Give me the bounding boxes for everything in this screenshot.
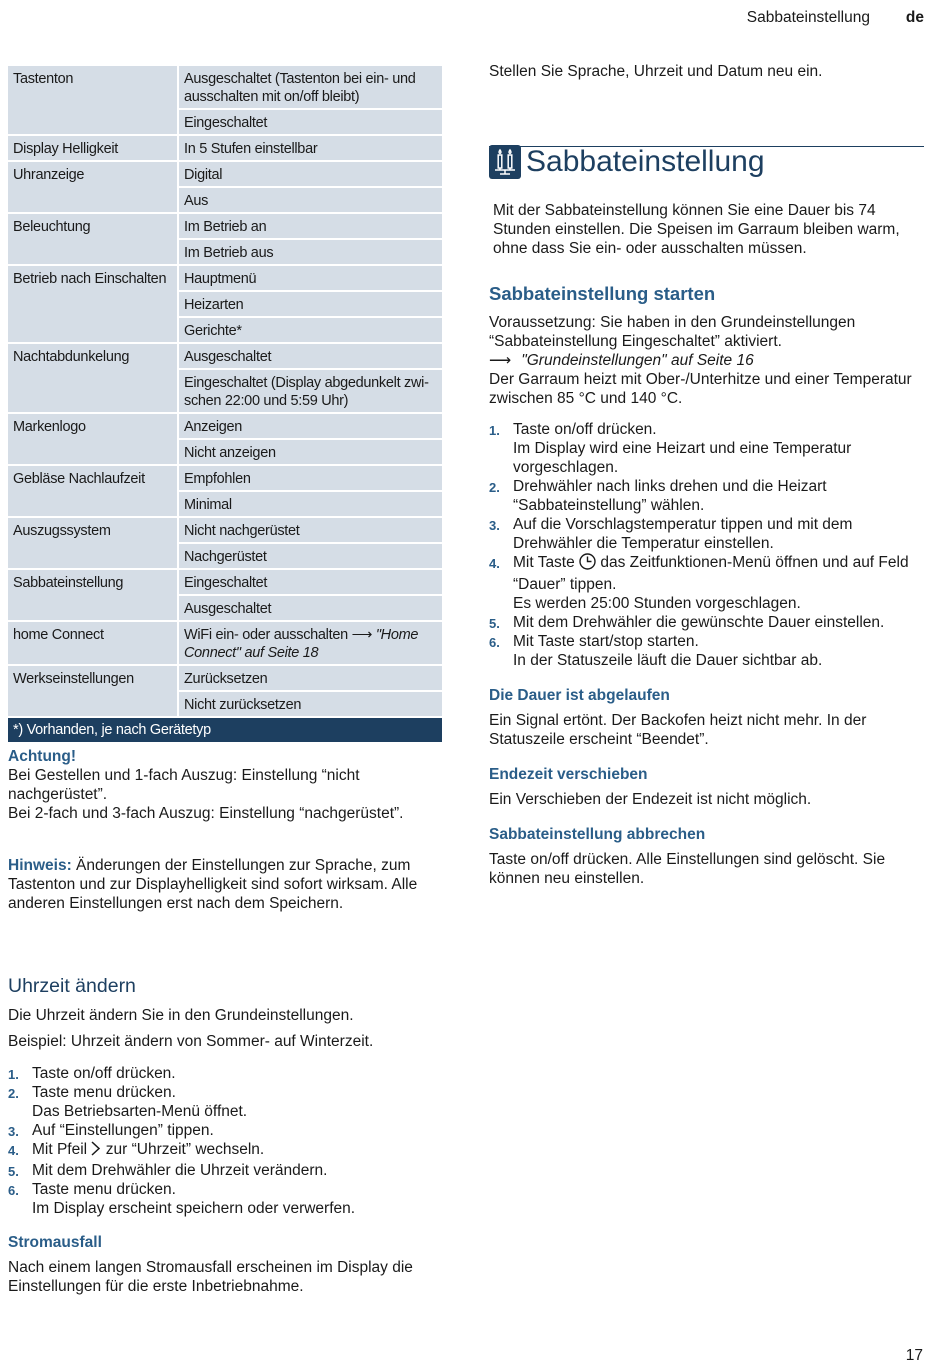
setting-label: Betrieb nach Einschalten <box>8 264 177 290</box>
paragraph: Beispiel: Uhrzeit ändern von Sommer- auf Winterzeit. <box>8 1033 374 1050</box>
table-row <box>8 542 442 568</box>
setting-value: Ausgeschaltet <box>177 594 442 620</box>
setting-value-text: WiFi ein- oder ausschalten <box>184 627 348 643</box>
setting-label: Uhranzeige <box>8 160 177 186</box>
setting-value: Im Betrieb an <box>177 212 442 238</box>
achtung-line: Bei Gestellen und 1-fach Auszug: Einstellung “nicht nachgerüstet”. <box>8 767 360 803</box>
setting-value: Eingeschaltet (Display abgedunkelt zwi-schen 22:00 und 5:59 Uhr) <box>177 368 442 412</box>
list-item: 2. Drehwähler nach links drehen und die Heizart “Sabbateinstellung” wählen. <box>489 478 827 514</box>
table-row <box>8 186 442 212</box>
paragraph: Der Garraum heizt mit Ober-/Unterhitze und einer Temperatur zwischen 85 °C und 140 °C. <box>489 371 912 407</box>
section-title: Sabbateinstellung <box>526 145 765 178</box>
table-row <box>8 66 442 108</box>
list-item: 1. Taste on/off drücken. <box>8 1065 176 1082</box>
paragraph: Ein Verschieben der Endezeit ist nicht möglich. <box>489 791 812 808</box>
uhrzeit-section <box>8 974 448 1296</box>
setting-value: Zurücksetzen <box>177 664 442 690</box>
setting-value: Anzeigen <box>177 412 442 438</box>
setting-label: Nachtabdunkelung <box>8 342 177 368</box>
table-row <box>8 290 442 316</box>
hinweis-text: Änderungen der Einstellungen zur Sprache, zum Tastenton und zur Displayhelligkeit sind sofort wirksam. Alle anderen Einstellungen erst nach dem Speichern. <box>8 857 418 912</box>
settings-table <box>8 66 442 742</box>
setting-value: Empfohlen <box>177 464 442 490</box>
setting-label: Display Helligkeit <box>8 134 177 160</box>
paragraph: Mit der Sabbateinstellung können Sie eine Dauer bis 74 Stunden einstellen. Die Speisen im Garraum bleiben warm, ohne dass Sie ein- oder ausschalten müssen. <box>493 202 900 257</box>
setting-value: Nicht anzeigen <box>177 438 442 464</box>
subsection-heading: Stromausfall <box>8 1234 102 1251</box>
setting-label: Auszugssystem <box>8 516 177 542</box>
setting-value: Ausgeschaltet (Tastenton bei ein- und ausschalten mit on/off bleibt) <box>177 66 442 108</box>
table-footnote: *) Vorhanden, je nach Gerätetyp <box>8 716 442 742</box>
setting-value: Nicht zurücksetzen <box>177 690 442 716</box>
list-item: 6. Mit Taste start/stop starten. In der Statuszeile läuft die Dauer sichtbar ab. <box>489 633 823 669</box>
subsection-heading: Die Dauer ist abgelaufen <box>489 687 670 704</box>
table-row <box>8 342 442 368</box>
chevron-right-icon <box>91 1141 101 1161</box>
table-row <box>8 134 442 160</box>
list-item: 4. Mit Pfeil zur “Uhrzeit” wechseln. <box>8 1140 448 1161</box>
setting-value: Im Betrieb aus <box>177 238 442 264</box>
list-item: 4. Mit Taste das Zeitfunktionen-Menü öffnen und auf Feld “Dauer” tippen. Es werden 25:00 Stunden vorgeschlagen. <box>489 554 909 612</box>
setting-value: Minimal <box>177 490 442 516</box>
list-item: 5. Mit dem Drehwähler die gewünschte Dauer einstellen. <box>489 614 885 631</box>
setting-label: Sabbateinstellung <box>8 568 177 594</box>
sabbat-steps <box>489 420 929 670</box>
sabbath-candles-icon <box>489 145 521 179</box>
list-item: 1. Taste on/off drücken. Im Display wird eine Heizart und eine Temperatur vorgeschlagen. <box>489 421 852 476</box>
right-column-body <box>489 201 929 888</box>
list-item: 5. Mit dem Drehwähler die Uhrzeit verändern. <box>8 1162 328 1179</box>
setting-label: Tastenton <box>8 66 177 108</box>
table-row <box>8 594 442 620</box>
table-row <box>8 160 442 186</box>
clock-icon <box>579 553 596 575</box>
achtung-note <box>8 747 438 823</box>
setting-value: Ausgeschaltet <box>177 342 442 368</box>
list-item: 2. Taste menu drücken. Das Betriebsarten-Menü öffnet. <box>8 1084 248 1120</box>
paragraph: Voraussetzung: Sie haben in den Grundeinstellungen “Sabbateinstellung Eingeschaltet” aktiviert. <box>489 314 856 350</box>
setting-value: Digital <box>177 160 442 186</box>
cross-reference <box>489 351 929 370</box>
home-connect-link[interactable]: "Home Connect" auf Seite 18 <box>184 627 419 661</box>
setting-value: Nachgerüstet <box>177 542 442 568</box>
setting-value: Aus <box>177 186 442 212</box>
table-row <box>8 568 442 594</box>
table-row <box>8 690 442 716</box>
arrow-right-icon: ⟶ <box>351 627 373 643</box>
achtung-label: Achtung! <box>8 748 77 765</box>
setting-label: Gebläse Nachlaufzeit <box>8 464 177 490</box>
setting-label: home Connect <box>8 620 177 664</box>
grundeinstellungen-link[interactable]: "Grundeinstellungen" auf Seite 16 <box>521 352 754 369</box>
hinweis-label: Hinweis: <box>8 857 72 874</box>
achtung-line: Bei 2-fach und 3-fach Auszug: Einstellung “nachgerüstet”. <box>8 805 404 822</box>
page-number: 17 <box>905 1347 923 1364</box>
table-row <box>8 516 442 542</box>
table-row <box>8 238 442 264</box>
section-heading: Uhrzeit ändern <box>8 975 136 997</box>
setting-label: Markenlogo <box>8 412 177 438</box>
table-row <box>8 490 442 516</box>
hinweis-note <box>8 856 438 913</box>
uhrzeit-steps <box>8 1064 448 1218</box>
table-row <box>8 412 442 438</box>
paragraph: Nach einem langen Stromausfall erscheinen im Display die Einstellungen für die erste Inbetriebnahme. <box>8 1259 413 1295</box>
table-row <box>8 212 442 238</box>
language-code: de <box>905 9 924 26</box>
subsection-heading: Sabbateinstellung starten <box>489 283 716 304</box>
table-row <box>8 664 442 690</box>
subsection-heading: Sabbateinstellung abbrechen <box>489 826 706 843</box>
arrow-right-icon: ⟶ <box>489 352 512 369</box>
table-row <box>8 438 442 464</box>
setting-value: Gerichte* <box>177 316 442 342</box>
list-item: 3. Auf “Einstellungen” tippen. <box>8 1122 214 1139</box>
list-item: 6. Taste menu drücken. Im Display erscheint speichern oder verwerfen. <box>8 1181 356 1217</box>
table-row <box>8 316 442 342</box>
table-row <box>8 464 442 490</box>
paragraph: Ein Signal ertönt. Der Backofen heizt nicht mehr. In der Statuszeile erscheint “Beendet”. <box>489 712 867 748</box>
paragraph: Stellen Sie Sprache, Uhrzeit und Datum neu ein. <box>489 63 823 80</box>
table-row <box>8 108 442 134</box>
setting-label: Beleuchtung <box>8 212 177 238</box>
setting-value: Heizarten <box>177 290 442 316</box>
setting-label: Werkseinstellungen <box>8 664 177 690</box>
setting-value <box>177 620 442 664</box>
running-header-title: Sabbateinstellung <box>746 9 870 26</box>
table-row <box>8 264 442 290</box>
setting-value: Nicht nachgerüstet <box>177 516 442 542</box>
table-row <box>8 620 442 664</box>
paragraph: Die Uhrzeit ändern Sie in den Grundeinstellungen. <box>8 1007 354 1024</box>
list-item: 3. Auf die Vorschlagstemperatur tippen und mit dem Drehwähler die Temperatur einstellen. <box>489 516 853 552</box>
table-row <box>8 368 442 412</box>
paragraph: Taste on/off drücken. Alle Einstellungen sind gelöscht. Sie können neu einstellen. <box>489 851 886 887</box>
section-heading-block <box>489 146 924 180</box>
setting-value: In 5 Stufen einstellbar <box>177 134 442 160</box>
setting-value: Eingeschaltet <box>177 568 442 594</box>
subsection-heading: Endezeit verschieben <box>489 766 648 783</box>
setting-value: Eingeschaltet <box>177 108 442 134</box>
setting-value: Hauptmenü <box>177 264 442 290</box>
